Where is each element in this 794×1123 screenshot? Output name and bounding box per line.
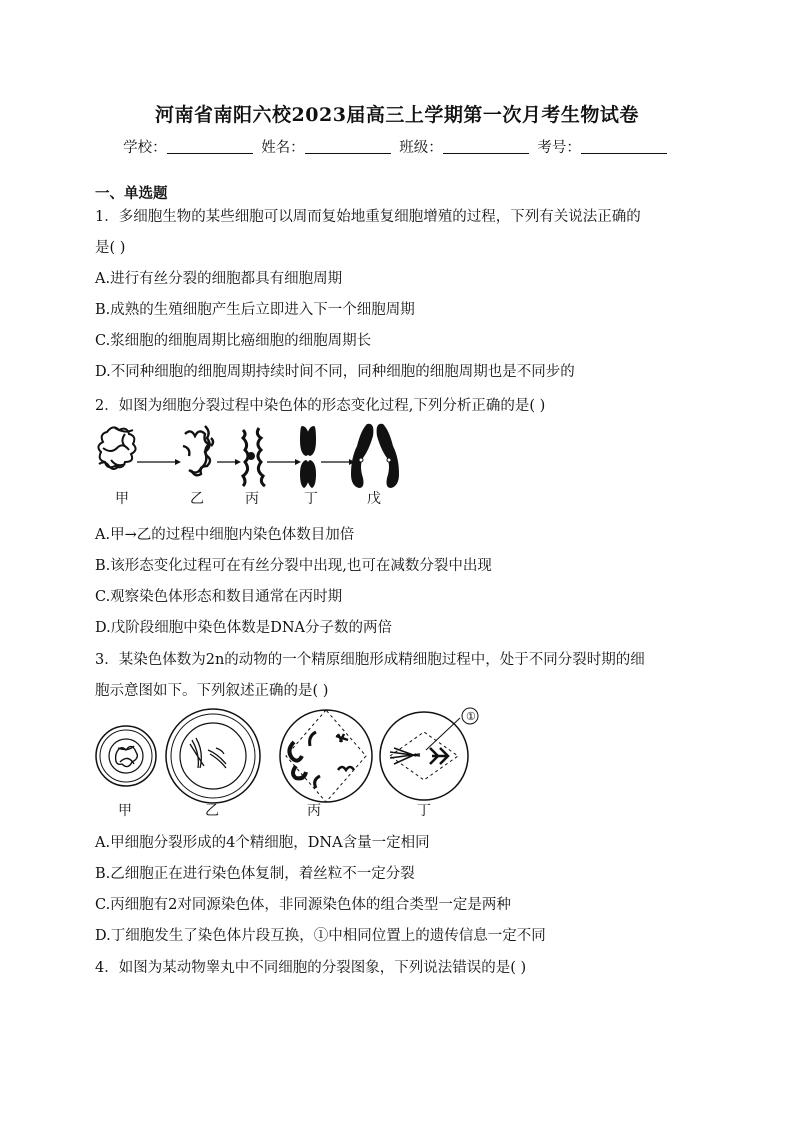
school-label: 学校：	[123, 140, 167, 156]
arrow-3-head	[295, 459, 301, 465]
q4-stem: 4．如图为某动物睾丸中不同细胞的分裂图象，下列说法错误的是( )	[95, 960, 527, 976]
q3-label-jia: 甲	[118, 803, 132, 819]
name-blank[interactable]	[305, 139, 391, 154]
student-info-row	[0, 136, 794, 157]
school-blank[interactable]	[167, 139, 253, 154]
q2-label-ding: 丁	[304, 491, 318, 507]
chromosome-morphology-figure	[95, 420, 405, 490]
chromosome-wu	[351, 424, 399, 488]
number-label: 考号：	[537, 140, 581, 156]
q3-label-ding: 丁	[417, 803, 431, 819]
q3-option-d[interactable]: D.丁细胞发生了染色体片段互换，①中相同位置上的遗传信息一定不同	[95, 928, 546, 944]
q1-option-a[interactable]: A.进行有丝分裂的细胞都具有细胞周期	[95, 271, 343, 287]
marker-leader-line	[426, 718, 460, 750]
class-blank[interactable]	[443, 139, 529, 154]
q1-option-d[interactable]: D.不同种细胞的细胞周期持续时间不同，同种细胞的细胞周期也是不同步的	[95, 364, 575, 380]
q2-stem: 2．如图为细胞分裂过程中染色体的形态变化过程,下列分析正确的是( )	[95, 398, 546, 414]
q1-option-b[interactable]: B.成熟的生殖细胞产生后立即进入下一个细胞周期	[95, 302, 415, 318]
class-label: 班级：	[399, 140, 443, 156]
q3-label-bing: 丙	[307, 803, 321, 819]
chromosome-bing	[243, 428, 265, 486]
q1-stem-line1: 1．多细胞生物的某些细胞可以周而复始地重复细胞增殖的过程，下列有关说法正确的	[95, 209, 641, 225]
q2-option-a[interactable]: A.甲→乙的过程中细胞内染色体数目加倍	[95, 527, 355, 543]
number-blank[interactable]	[581, 139, 667, 154]
q3-option-a[interactable]: A.甲细胞分裂形成的4个精细胞，DNA含量一定相同	[95, 835, 430, 851]
q3-label-yi: 乙	[205, 803, 219, 819]
q1-stem-line2: 是( )	[95, 240, 126, 256]
q3-stem-line1: 3．某染色体数为2n的动物的一个精原细胞形成精细胞过程中，处于不同分裂时期的细	[95, 652, 645, 668]
section-heading: 一、单选题	[95, 185, 168, 202]
cell-division-figure	[90, 704, 510, 804]
cell-jia	[96, 726, 156, 786]
cell-ding	[380, 708, 478, 800]
q1-option-c[interactable]: C.浆细胞的细胞周期比癌细胞的细胞周期长	[95, 333, 372, 349]
q2-label-wu: 戊	[367, 491, 381, 507]
name-label: 姓名：	[261, 140, 305, 156]
q2-label-bing: 丙	[245, 491, 259, 507]
q2-option-b[interactable]: B.该形态变化过程可在有丝分裂中出现,也可在减数分裂中出现	[95, 558, 492, 574]
q3-stem-line2: 胞示意图如下。下列叙述正确的是( )	[95, 683, 329, 699]
chromosome-yi	[183, 426, 213, 475]
chromatin-jia	[98, 427, 135, 469]
q2-option-d[interactable]: D.戊阶段细胞中染色体数是DNA分子数的两倍	[95, 620, 393, 636]
q3-option-b[interactable]: B.乙细胞正在进行染色体复制，着丝粒不一定分裂	[95, 866, 415, 882]
q2-label-jia: 甲	[115, 491, 129, 507]
cell-bing	[280, 710, 372, 802]
q2-label-yi: 乙	[190, 491, 204, 507]
chromosome-ding	[300, 426, 316, 488]
arrow-1-head	[175, 459, 181, 465]
marker-label: ①	[466, 710, 476, 723]
cell-yi	[166, 709, 260, 803]
q3-option-c[interactable]: C.丙细胞有2对同源染色体，非同源染色体的组合类型一定是两种	[95, 897, 511, 913]
arrow-2-head	[235, 459, 241, 465]
page-title: 河南省南阳六校2023届高三上学期第一次月考生物试卷	[155, 104, 639, 126]
q2-option-c[interactable]: C.观察染色体形态和数目通常在丙时期	[95, 589, 343, 605]
